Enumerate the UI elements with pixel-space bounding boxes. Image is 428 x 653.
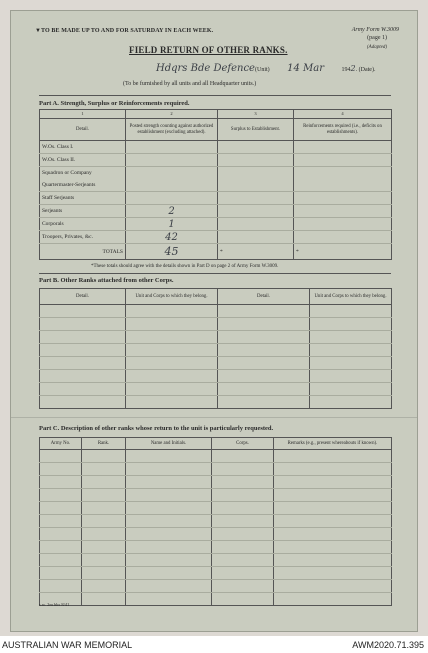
table-row <box>40 567 392 580</box>
row-detail: Troopers, Privates, &c. <box>40 231 126 244</box>
unit-label: (Unit) <box>254 67 270 73</box>
col-header: Surplus to Establishment. <box>218 119 294 141</box>
table-row <box>40 318 392 331</box>
date-label: . (Date). <box>355 67 376 73</box>
table-row <box>40 383 392 396</box>
totals-label: TOTALS <box>40 244 126 260</box>
table-row <box>40 463 392 476</box>
totals-mark: * <box>294 244 392 260</box>
table-row <box>40 502 392 515</box>
totals-row <box>40 244 392 260</box>
unit-value: Hdqrs Bde Defence <box>156 63 255 74</box>
col-header: Detail. <box>218 289 310 305</box>
part-a-table <box>39 109 392 260</box>
table-row <box>40 489 392 502</box>
top-note: ▼TO BE MADE UP TO AND FOR SATURDAY IN EACH WEEK. <box>35 28 214 34</box>
posted-value <box>126 192 218 205</box>
totals-value: 45 <box>126 244 218 260</box>
table-row <box>40 154 392 167</box>
row-detail: Squadron or Company <box>40 167 126 180</box>
part-a-footnote: *These totals should agree with the details shown in Part D on page 2 of Army Form W.3009. <box>91 264 279 269</box>
row-detail: Corporals <box>40 218 126 231</box>
table-row <box>40 305 392 318</box>
col-header: Posted strength counting against authorized establishment (excluding attached). <box>126 119 218 141</box>
posted-value: 1 <box>126 218 218 231</box>
table-row <box>40 554 392 567</box>
date-value: 14 Mar <box>287 63 325 74</box>
table-row <box>40 580 392 593</box>
table-row <box>40 476 392 489</box>
year-digit: 2 <box>350 64 356 73</box>
col-header: Detail. <box>40 289 126 305</box>
table-row <box>40 396 392 409</box>
col-number: 2 <box>126 110 218 119</box>
footer-accession-number: AWM2020.71.395 <box>352 640 424 650</box>
part-a-heading: Part A. Strength, Surplus or Reinforcements required. <box>39 100 190 107</box>
table-row <box>40 231 392 244</box>
posted-value <box>126 154 218 167</box>
form-page <box>10 10 418 632</box>
col-header: Remarks (e.g., present whereabouts if known). <box>274 438 392 450</box>
year-label: 194 <box>341 67 351 73</box>
table-row <box>40 541 392 554</box>
col-header: Rank. <box>82 438 126 450</box>
row-detail: Quartermaster-Serjeants <box>40 179 126 192</box>
col-number: 1 <box>40 110 126 119</box>
col-number: 4 <box>294 110 392 119</box>
row-detail: Staff Serjeants <box>40 192 126 205</box>
table-row <box>40 141 392 154</box>
col-header: Corps. <box>212 438 274 450</box>
col-header: Name and Initials. <box>126 438 212 450</box>
part-b-heading: Part B. Other Ranks attached from other Corps. <box>39 277 174 284</box>
part-c-heading: Part C. Description of other ranks whose return to the unit is particularly requested. <box>39 425 274 432</box>
table-row <box>40 528 392 541</box>
col-header: Army No. <box>40 438 82 450</box>
posted-value <box>126 141 218 154</box>
divider <box>39 95 391 96</box>
table-row <box>40 450 392 463</box>
table-row <box>40 179 392 192</box>
col-number: 3 <box>218 110 294 119</box>
table-row <box>40 344 392 357</box>
footer-credit: AUSTRALIAN WAR MEMORIAL <box>2 640 133 650</box>
form-number: Army Form W.3009 <box>351 27 399 33</box>
unit-date-line <box>156 63 406 74</box>
table-row <box>40 331 392 344</box>
col-header: Reinforcements required (i.e., deficits on establishments). <box>294 119 392 141</box>
print-code: s.w. 2m bks 8/41 <box>39 602 70 607</box>
table-row <box>40 370 392 383</box>
posted-value <box>126 167 218 180</box>
table-row <box>40 192 392 205</box>
part-b-table <box>39 288 392 409</box>
col-header: Detail. <box>40 119 126 141</box>
part-c-table <box>39 437 392 606</box>
table-row <box>40 515 392 528</box>
table-row <box>40 218 392 231</box>
col-header: Unit and Corps to which they belong. <box>310 289 392 305</box>
posted-value: 42 <box>126 231 218 244</box>
row-detail: Serjeants <box>40 205 126 218</box>
table-row <box>40 167 392 180</box>
row-detail: W.Os. Class I. <box>40 141 126 154</box>
adapted-note: (Adapted) <box>367 45 387 50</box>
totals-mark: * <box>218 244 294 260</box>
divider <box>39 273 391 274</box>
furnished-note: (To be furnished by all units and all Headquarter units.) <box>123 81 257 87</box>
row-detail: W.Os. Class II. <box>40 154 126 167</box>
arrow-icon: ▼ <box>35 28 42 34</box>
page-number: (page 1) <box>367 35 387 41</box>
form-title: FIELD RETURN OF OTHER RANKS. <box>129 45 288 55</box>
fold-line <box>11 417 417 418</box>
posted-value <box>126 179 218 192</box>
col-header: Unit and Corps to which they belong. <box>126 289 218 305</box>
table-row <box>40 357 392 370</box>
table-row <box>40 205 392 218</box>
posted-value: 2 <box>126 205 218 218</box>
table-row <box>40 593 392 606</box>
